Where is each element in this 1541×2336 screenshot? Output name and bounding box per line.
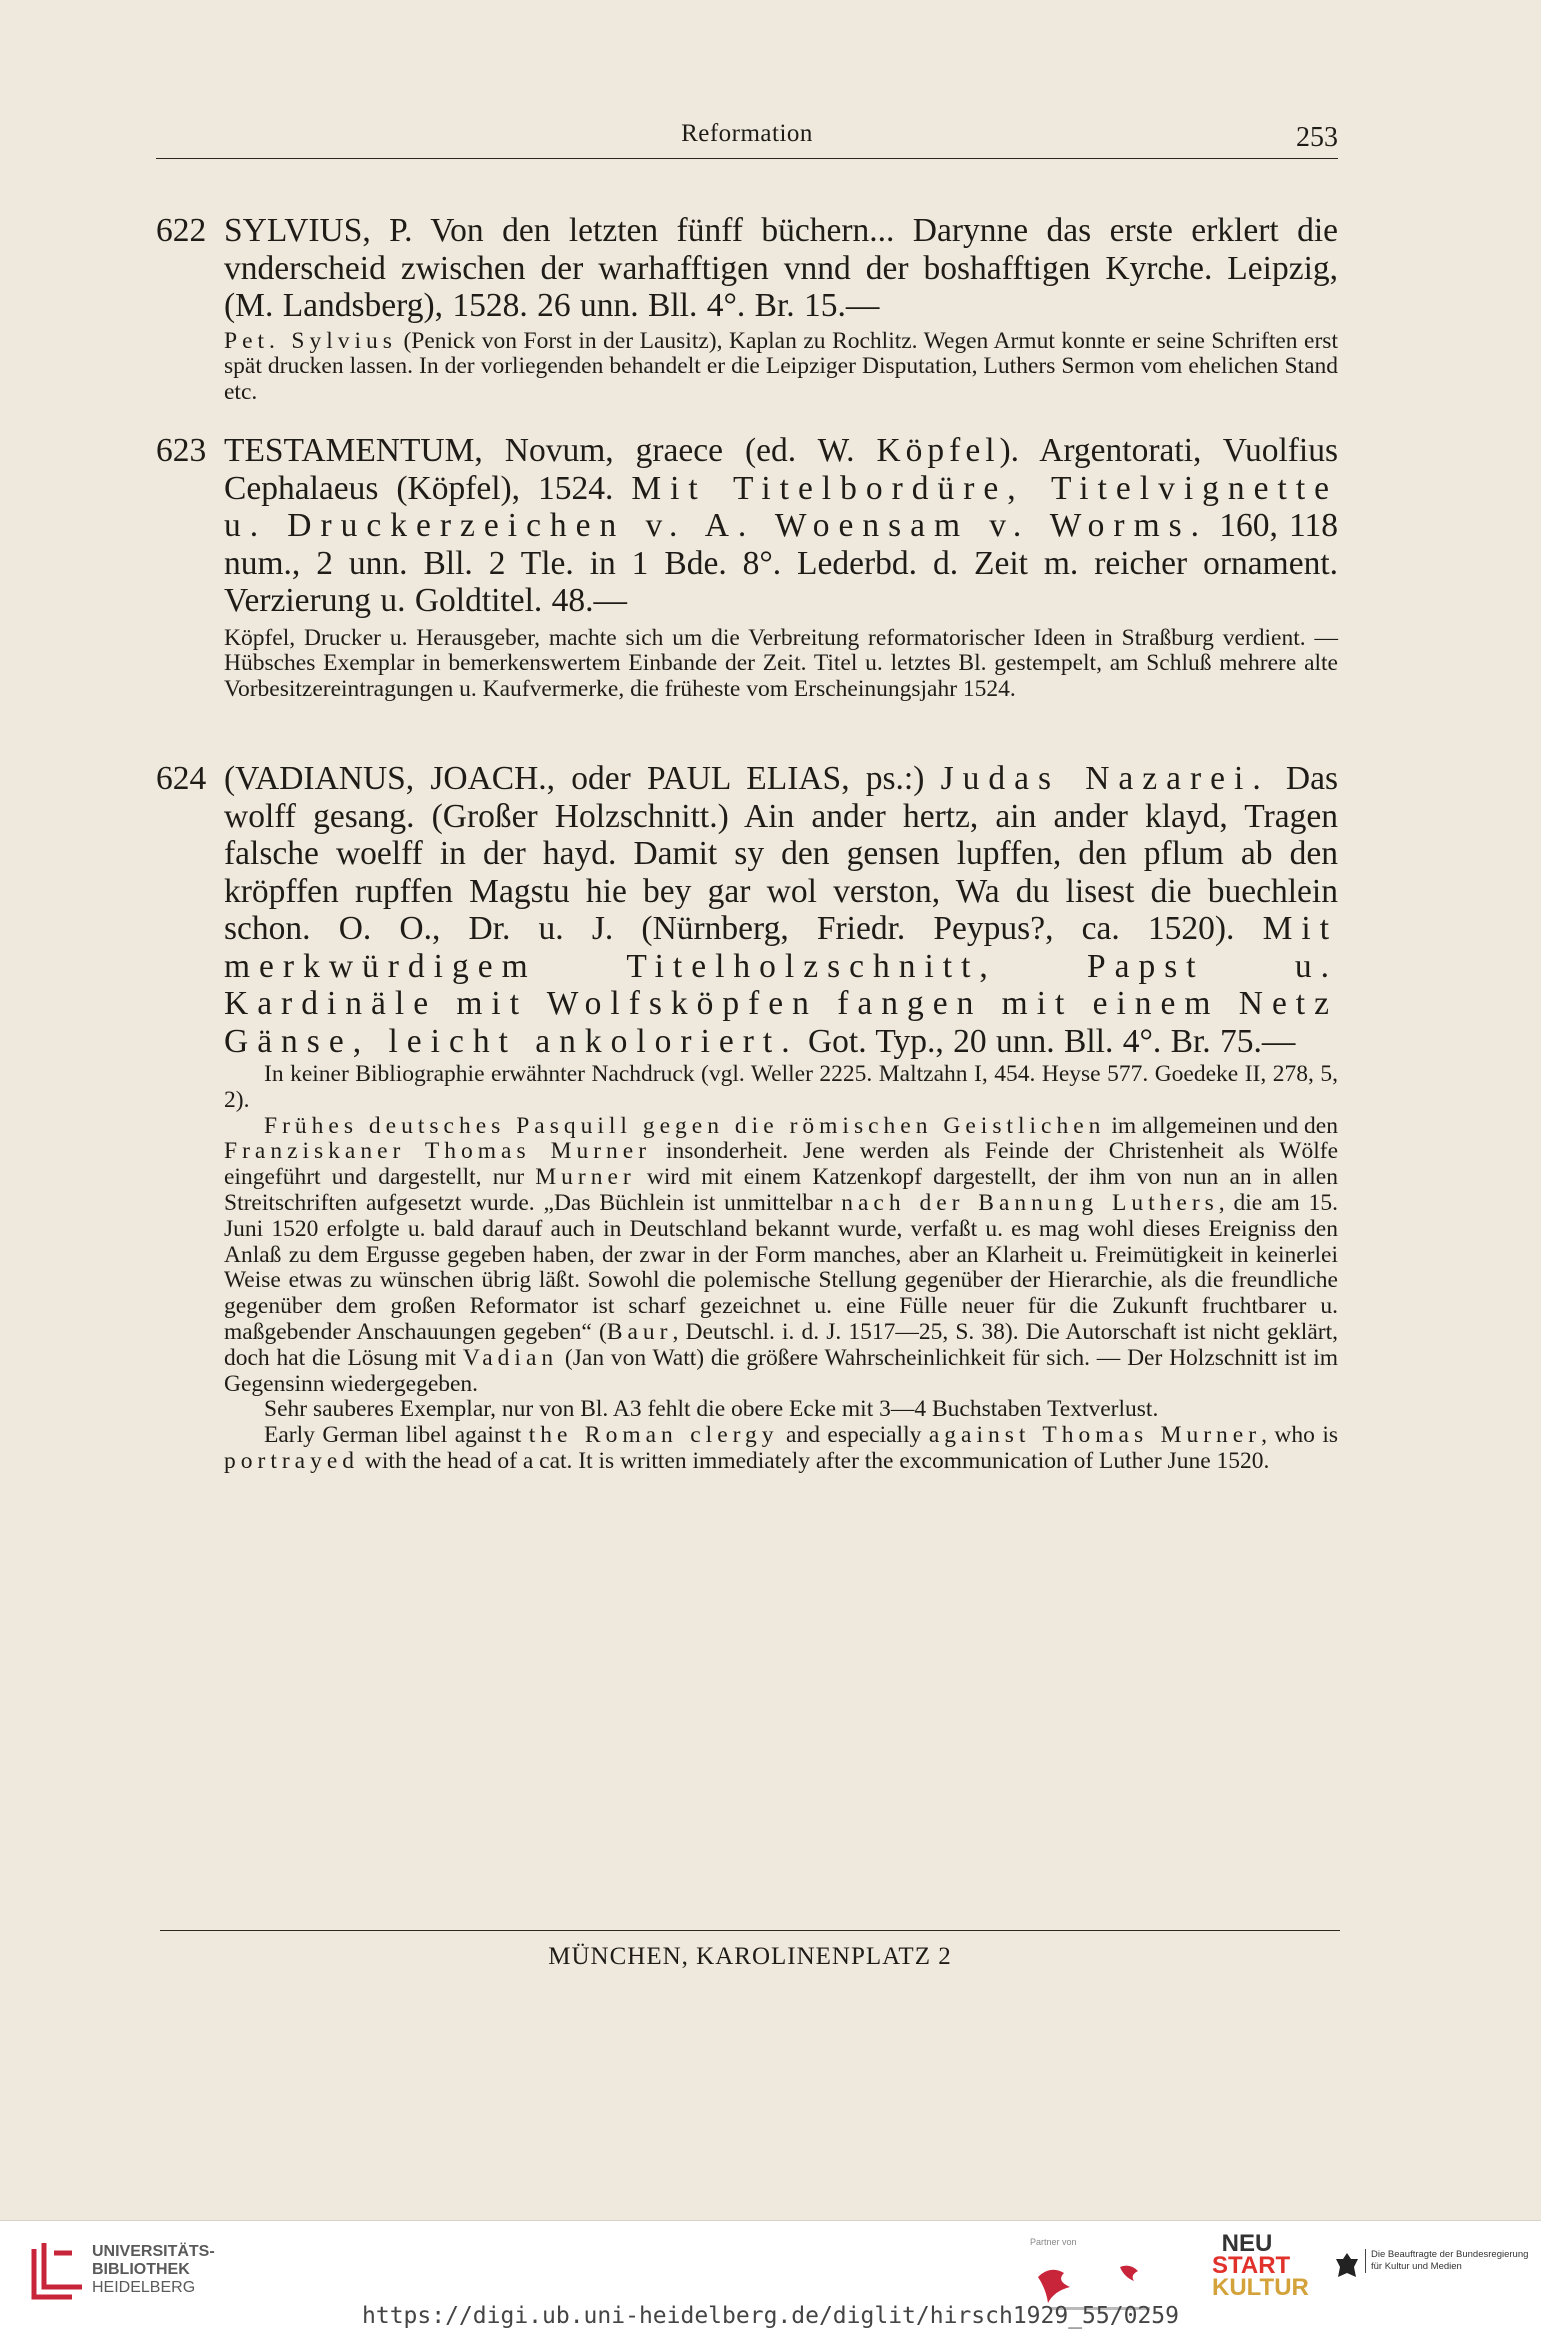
author-name: Pet. Sylvius	[224, 327, 397, 354]
bkm-label: Die Beauftragte der Bundesregierung für Kultur und Medien	[1365, 2249, 1541, 2273]
entry-note-commentary	[156, 1114, 1338, 1398]
catalog-entry-623	[156, 432, 1338, 703]
footer-rule	[160, 1930, 1340, 1931]
note-text: with the head of a cat. It is written immediately after the excommunication of Luther June 1520.	[359, 1447, 1270, 1474]
entry-text: TESTAMENTUM, Novum, graece (ed. W.	[224, 432, 877, 469]
entry-text: Got. Typ., 20 unn. Bll. 4°. Br. 75.—	[798, 1022, 1296, 1060]
entry-text: SYLVIUS, P. Von den letzten fünff büchern... Darynne das erste erklert die vnderscheid zwischen der warhafftigen vnnd der boshafftigen Kyrche. Leipzig, (M. Landsberg), 1528. 26 unn. Bll. 4°. Br. 15.—	[224, 212, 1338, 324]
entry-number: 624	[156, 760, 207, 797]
printer-name: Köpfel	[876, 432, 1000, 469]
note-text: Early German libel against	[264, 1422, 529, 1449]
note-text: (Jan von Watt) die größere Wahrscheinlichkeit für sich. — Der Holzschnitt ist im Gegensinn wiedergegeben.	[224, 1344, 1339, 1397]
entry-note	[156, 329, 1338, 406]
note-spaced: Murner	[535, 1164, 636, 1191]
entry-number: 622	[156, 212, 207, 249]
note-text: and especially	[778, 1422, 929, 1449]
entry-description	[156, 432, 1338, 620]
note-spaced: Franziskaner Thomas Murner	[224, 1138, 652, 1165]
section-title: Reformation	[681, 120, 813, 147]
entry-description	[156, 760, 1338, 1060]
note-text: , who is	[1261, 1422, 1339, 1449]
logo-word: NEU	[1221, 2230, 1273, 2257]
entry-note-bibliography: In keiner Bibliographie erwähnter Nachdruck (vgl. Weller 2225. Maltzahn I, 454. Heyse 577. Goedeke II, 278, 5, 2).	[224, 1061, 1338, 1113]
note-spaced: Vadian	[462, 1344, 559, 1371]
logo-word: START	[1212, 2252, 1291, 2279]
catalog-entry-622	[156, 212, 1338, 406]
logo-word: KULTUR	[1212, 2274, 1309, 2301]
partner-label: Partner von	[1030, 2237, 1077, 2247]
entry-note-condition: Sehr sauberes Exemplar, nur von Bl. A3 fehlt die obere Ecke mit 3—4 Buchstaben Textverlust.	[264, 1396, 1159, 1423]
entry-text: Das wolff gesang. (Großer Holzschnitt.) Ain ander hertz, ain ander klayd, Tragen falsche woelff in der hayd. Damit sy den gensen lupffen, den pflum ab den kröpffen rupffen Magstu hie bey gar wol verston, Wa du lisest die buechlein schon. O. O., Dr. u. J. (Nürnberg, Friedr. Peypus?, ca. 1520).	[224, 760, 1338, 947]
entry-text: (VADIANUS, JOACH., oder PAUL ELIAS, ps.:)	[224, 760, 941, 797]
note-spaced: Baur	[606, 1318, 673, 1345]
note-text: insonderheit. Jene werden als Feinde der Christenheit als Wölfe eingeführt und dargestellt, nur	[224, 1138, 1339, 1191]
entry-text: ). Argentorati, Vuolfius Cephalaeus (Köpfel), 1524.	[224, 432, 1339, 507]
viewer-footer-bar	[0, 2220, 1541, 2336]
entry-text: 160, 118 num., 2 unn. Bll. 2 Tle. in 1 Bde. 8°. Lederbd. d. Zeit m. reicher ornament. Verzierung u. Goldtitel. 48.—	[224, 507, 1338, 619]
running-header	[156, 118, 1338, 159]
note-spaced: nach der Bannung Luthers	[841, 1189, 1219, 1216]
note-spaced: against Thomas Murner	[928, 1422, 1262, 1449]
note-spaced: portrayed	[224, 1447, 360, 1474]
catalog-entry-624	[156, 760, 1338, 1475]
library-name-line: HEIDELBERG	[92, 2279, 196, 2296]
entry-note: Köpfel, Drucker u. Herausgeber, machte sich um die Verbreitung reformatorischer Ideen in Straßburg verdient. — Hübsches Exemplar in bemerkenswertem Einbande der Zeit. Titel u. letztes Bl. gestempelt, am Schluß mehrere alte Vorbesitzereintragungen u. Kaufvermerke, die früheste vom Erscheinungsjahr 1524.	[224, 624, 1338, 703]
note-text: , Deutschl. i. d. J. 1517—25, S. 38). Die Autorschaft ist nicht geklärt, doch hat die Lösung mit	[224, 1318, 1338, 1371]
entry-description	[156, 212, 1338, 325]
note-spaced: Frühes deutsches Pasquill gegen die römischen Geistlichen	[264, 1112, 1106, 1139]
neustart-kultur-logo[interactable]	[1212, 2230, 1309, 2301]
university-library-logo-icon[interactable]	[28, 2239, 86, 2301]
note-text: , die am 15. Juni 1520 erfolgte u. bald darauf auch in Deutschland bekannt wurde, verfaßt u. es mag wohl dieses Ereigniss den Anlaß zu dem Ergusse gegeben haben, der zwar in der Form manches, aber an Klarheit u. Freimütigkeit in keinerlei Weise etwas zu wünschen übrig läßt. Sowohl die polemische Stellung gegenüber der Hierarchie, als die freundliche gegenüber dem großen Reformator ist scharf gezeichnet u. eine Fülle neuer für die Zukunft fruchtbarer u. maßgebender Anschauungen gegeben“ (	[224, 1189, 1338, 1345]
entry-highlight: Mit Titelbordüre, Titelvignette u. Druckerzeichen v. A. Woensam v. Worms.	[224, 469, 1338, 544]
library-name-line: BIBLIOTHEK	[92, 2261, 190, 2278]
entry-number: 623	[156, 432, 207, 469]
note-spaced: the Roman clergy	[528, 1422, 779, 1449]
library-name[interactable]	[92, 2243, 215, 2297]
publisher-address: MÜNCHEN, KAROLINENPLATZ 2	[548, 1943, 952, 1970]
page-number: 253	[1296, 122, 1338, 153]
entry-highlight: Mit merkwürdigem Titelholzschnitt, Papst u. Kardinäle mit Wolfsköpfen fangen mit einem Netz Gänse, leicht ankoloriert.	[224, 910, 1338, 1060]
entry-title-spaced: Judas Nazarei.	[940, 760, 1270, 797]
note-text: wird mit einem Katzenkopf dargestellt, der ihm von nun an in allen Streitschriften aufgesetzt wurde. „Das Büchlein ist unmittelbar	[224, 1164, 1338, 1216]
permalink-url[interactable]: https://digi.ub.uni-heidelberg.de/diglit/hirsch1929_55/0259	[362, 2303, 1179, 2329]
library-name-line: UNIVERSITÄTS-	[92, 2243, 215, 2260]
note-text: (Penick von Forst in der Lausitz), Kaplan zu Rochlitz. Wegen Armut konnte er seine Schriften erst spät drucken lassen. In der vorliegenden behandelt er die Leipziger Disputation, Luthers Sermon vom ehelichen Stand etc.	[224, 327, 1338, 406]
entry-note-english	[156, 1423, 1338, 1475]
note-text: im allgemeinen und den	[1105, 1112, 1338, 1139]
federal-eagle-icon	[1334, 2251, 1360, 2281]
